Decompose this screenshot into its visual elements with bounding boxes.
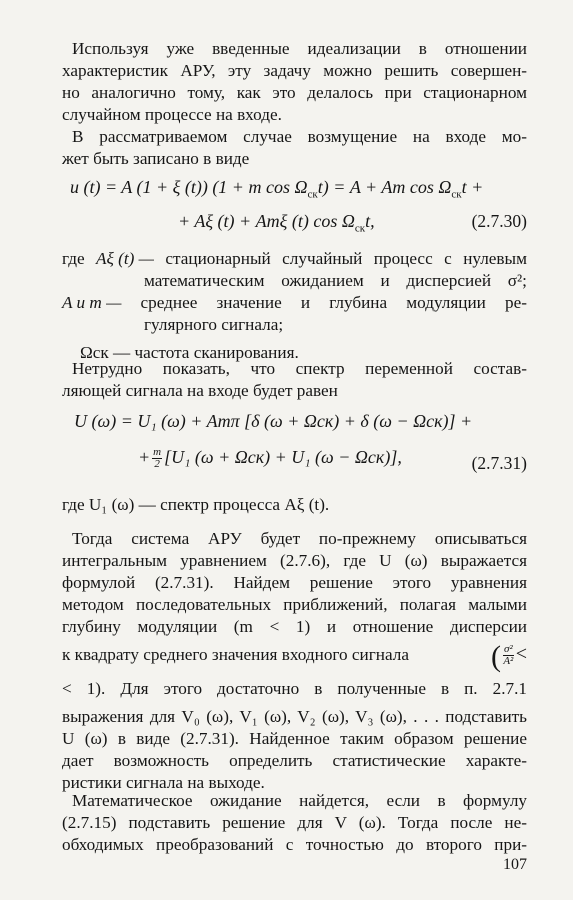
text-line: U (ω) в виде (2.7.31). Найденное таким образом решение <box>62 729 527 748</box>
text-line: < 1). Для этого достаточно в полученные в п. 2.7.1 <box>62 679 527 698</box>
text-line: выражения для V₀ (ω), V₁ (ω), V₂ (ω), V₃ (ω), . . . подставить <box>62 707 527 726</box>
text-line: к квадрату среднего значения входного сигнала ( $\frac{\text{σ²}}{\text{A²}}$ < <box>62 639 527 673</box>
equation-2-7-30-line-2: + Aξ (t) + Amξ (t) $\cos \Omega_{ск}t$, <box>178 211 375 235</box>
text-line: характеристик АРУ, эту задачу можно решить совершен- <box>62 61 527 80</box>
fraction: $\frac{m}{2}$ <box>153 446 162 471</box>
text-line: В рассматриваемом случае возмущение на входе мо- <box>72 127 527 146</box>
text-line: где U₁ (ω) — спектр процесса Aξ (t). <box>62 495 330 514</box>
text-line: гулярного сигнала; <box>144 315 284 334</box>
equation-2-7-31-line-1: U (ω) = U₁ (ω) + Amπ [δ (ω + Ωск) + δ (ω − Ωск)] + <box>74 411 473 431</box>
text-line: Математическое ожидание найдется, если в формулу <box>72 791 527 810</box>
text-line: формулой (2.7.31). Найдем решение этого уравнения <box>62 573 527 592</box>
text-line: обходимых преобразований с точностью до второго при- <box>62 835 527 854</box>
text-line: ристики сигнала на выходе. <box>62 773 265 792</box>
text-line: дает возможность определить статистические характе- <box>62 751 527 770</box>
text-line: методом последовательных приближений, полагая малыми <box>62 595 527 614</box>
text-line: математическим ожиданием и дисперсией σ²; <box>144 271 527 290</box>
text-line: A и m — среднее значение и глубина модуляции ре- <box>62 293 527 312</box>
equation-2-7-31-line-2: + $\frac{m}{2}$ [U₁ (ω + Ωск) + U₁ (ω − Ωск)], <box>138 446 402 471</box>
text-line: ляющей сигнала на входе будет равен <box>62 381 338 400</box>
paragraph-2 <box>62 126 527 170</box>
text-line: Нетрудно показать, что спектр переменной состав- <box>72 359 527 378</box>
fraction: $\frac{\text{σ²}}{\text{A²}}$ <box>503 643 514 668</box>
paragraph-5 <box>62 790 527 856</box>
paragraph-4 <box>62 528 527 794</box>
page-number: 107 <box>503 856 527 873</box>
text-line: Используя уже введенные идеализации в отношении <box>72 39 527 58</box>
text-line: Тогда система АРУ будет по-прежнему описываться <box>72 529 527 548</box>
text-line: глубину модуляции (m < 1) и отношение дисперсии <box>62 617 527 636</box>
text-line: жет быть записано в виде <box>62 149 250 168</box>
paragraph-1 <box>62 38 527 126</box>
text-line: (2.7.15) подставить решение для V (ω). Тогда после не- <box>62 813 527 832</box>
text-line: интегральным уравнением (2.7.6), где U (ω) выражается <box>62 551 527 570</box>
where-block-2 <box>62 494 527 516</box>
text-line: где Aξ (t) — стационарный случайный процесс с нулевым <box>62 249 527 268</box>
equation-2-7-30-line-1: u (t) = A (1 + ξ (t)) (1 + m $\cos \Omega_{ск}t) = A + Am$ $\cos \Omega_{ск}t$ + <box>70 177 484 201</box>
text-line: Ωск — частота сканирования. <box>80 343 299 362</box>
equation-number: (2.7.30) <box>471 211 527 231</box>
equation-number: (2.7.31) <box>471 453 527 473</box>
where-block-1 <box>62 248 527 364</box>
text-line: но аналогично тому, как это делалось при стационарном <box>62 83 527 102</box>
paragraph-3 <box>62 358 527 402</box>
text-line: случайном процессе на входе. <box>62 105 282 124</box>
